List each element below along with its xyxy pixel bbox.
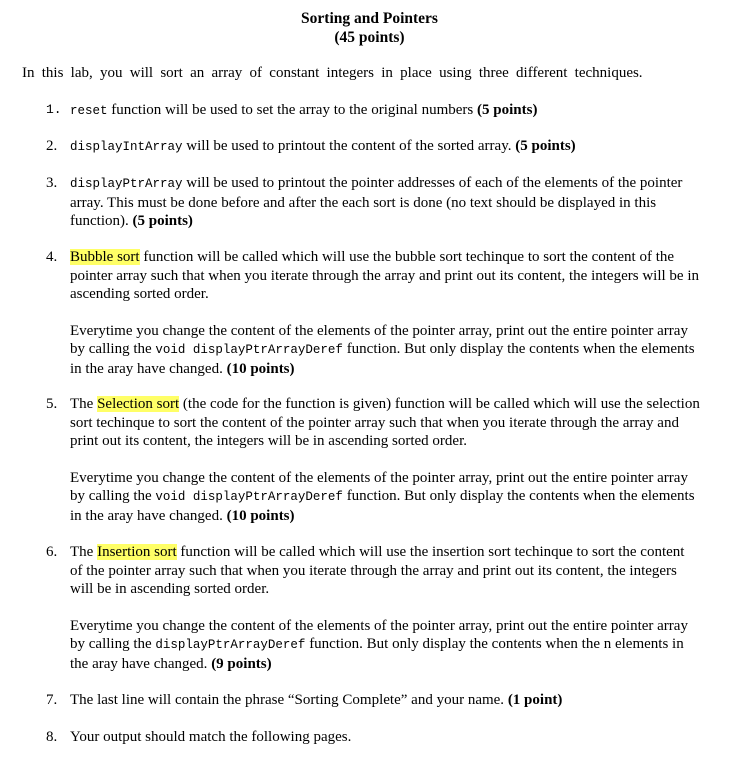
highlighted-term: Selection sort	[97, 396, 180, 412]
function-name: displayPtrArray	[70, 177, 183, 191]
item-paragraph-2	[70, 322, 700, 379]
item-paragraph-2	[70, 617, 700, 674]
item-text: Everytime you change the content of the elements of the pointer array, print out the entire pointer array by calling the	[70, 617, 688, 652]
highlighted-term: Bubble sort	[70, 249, 140, 265]
intro-paragraph: In this lab, you will sort an array of constant integers in place using three different techniques.	[22, 65, 643, 81]
item-number: 2.	[46, 138, 58, 154]
item-text: Everytime you change the content of the elements of the pointer array, print out the entire pointer array by calling the	[70, 469, 688, 504]
item-body	[70, 248, 700, 378]
item-body	[70, 728, 700, 747]
item-number: 8.	[46, 729, 58, 745]
item-body	[70, 101, 700, 121]
item-number: 7.	[46, 692, 58, 708]
function-name: void displayPtrArrayDeref	[155, 343, 343, 357]
item-text: will be used to printout the pointer addresses of each of the elements of the pointer array. This must be done before and after the each sort is done (no text should be displayed in this function).	[70, 175, 683, 229]
item-text: Your output should match the following pages.	[70, 729, 352, 745]
document-title	[0, 9, 739, 47]
item-paragraph-1	[70, 543, 700, 599]
function-name: displayIntArray	[70, 140, 183, 154]
item-body	[70, 174, 700, 231]
title-line-1: Sorting and Pointers	[301, 10, 438, 27]
item-number: 6.	[46, 544, 58, 560]
item-text: The last line will contain the phrase “Sorting Complete” and your name.	[70, 692, 508, 708]
item-number: 3.	[46, 175, 58, 191]
item-body	[70, 543, 700, 673]
item-text: function will be called which will use the insertion sort techinque to sort the content of the pointer array such that when you iterate through the array and print out its content, the integers will be in ascending sorted order.	[70, 544, 685, 597]
item-text: function. But only display the contents when the elements in the aray have changed.	[70, 341, 695, 377]
function-name: reset	[70, 104, 108, 118]
item-number: 1.	[46, 102, 62, 117]
points-label: (9 points)	[211, 655, 272, 672]
item-text: function. But only display the contents when the elements in the aray have changed.	[70, 488, 695, 524]
function-name: displayPtrArrayDeref	[155, 638, 306, 652]
highlighted-term: Insertion sort	[97, 544, 177, 560]
item-text: function will be called which will use the bubble sort techinque to sort the content of the pointer array such that when you iterate through the array and print out its content, the integers will be in ascending sorted order.	[70, 249, 699, 302]
item-paragraph-1	[70, 248, 700, 304]
points-label: (5 points)	[132, 213, 193, 229]
item-text: will be used to printout the content of the sorted array.	[182, 138, 516, 154]
item-body	[70, 137, 700, 157]
item-text: (the code for the function is given) function will be called which will use the selection sort techinque to sort the content of the pointer array such that when you iterate through the array and print out its content, the integers will be in ascending sorted order.	[70, 396, 700, 449]
points-label: (5 points)	[477, 102, 538, 118]
points-label: (10 points)	[226, 360, 295, 377]
item-body	[70, 395, 700, 525]
points-label: (1 point)	[507, 692, 563, 708]
points-label: (5 points)	[515, 138, 576, 154]
item-number: 5.	[46, 396, 58, 412]
item-paragraph-2	[70, 469, 700, 526]
function-name: void displayPtrArrayDeref	[155, 490, 343, 504]
item-text: The	[70, 544, 98, 560]
item-paragraph-1	[70, 395, 700, 451]
item-body	[70, 691, 700, 710]
title-line-2: (45 points)	[334, 29, 405, 46]
item-number: 4.	[46, 249, 58, 265]
item-text: function. But only display the contents when the n elements in the aray have changed.	[70, 636, 684, 672]
item-text: function will be used to set the array to the original numbers	[107, 102, 478, 118]
points-label: (10 points)	[226, 507, 295, 524]
item-text: The	[70, 396, 98, 412]
item-text: Everytime you change the content of the elements of the pointer array, print out the entire pointer array by calling the	[70, 322, 688, 357]
